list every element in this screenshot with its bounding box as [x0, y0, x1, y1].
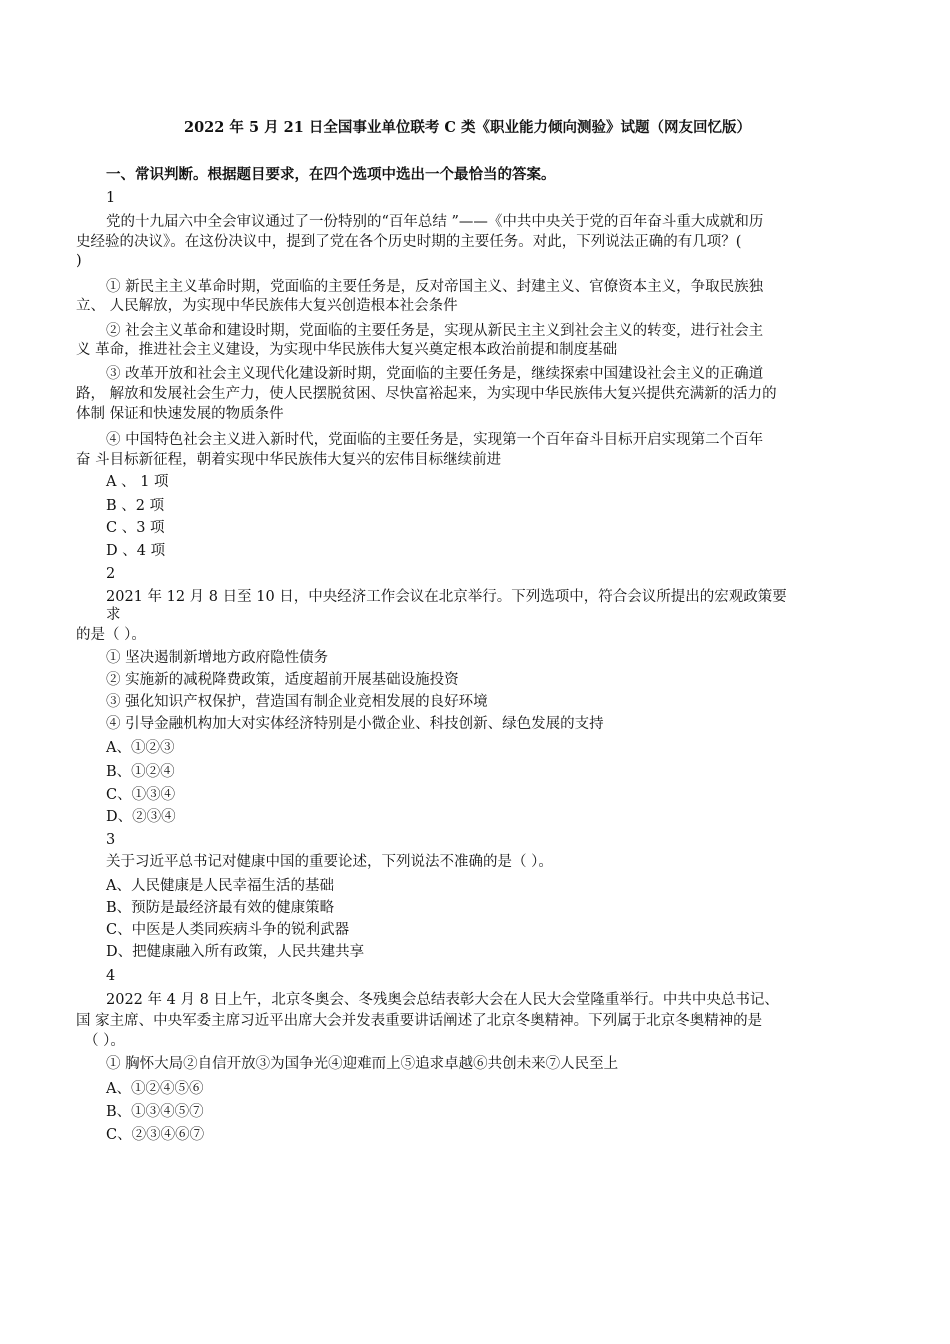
question-stem-line: （ ）。: [84, 1033, 125, 1049]
question-number: 4: [106, 968, 116, 984]
document-title: 2022 年 5 月 21 日全国事业单位联考 C 类《职业能力倾向测验》试题（网友回忆版）: [184, 119, 751, 136]
option: B、预防是最经济最有效的健康策略: [106, 900, 335, 916]
option: C、中医是人类同疾病斗争的锐利武器: [106, 922, 350, 938]
question-stem-line: 2021 年 12 月 8 日至 10 日，中央经济工作会议在北京举行。下列选项中，符合会议所提出的宏观政策要: [106, 589, 787, 605]
question-stem-line: 的是（ ）。: [76, 627, 146, 643]
statement-line: ④ 引导金融机构加大对实体经济特别是小微企业、科技创新、绿色发展的支持: [106, 716, 604, 732]
statement-line: 立、 人民解放，为实现中华民族伟大复兴创造根本社会条件: [76, 298, 458, 314]
question-stem-line: 关于习近平总书记对健康中国的重要论述，下列说法不准确的是（ ）。: [106, 854, 553, 870]
statement-line: 奋 斗目标新征程，朝着实现中华民族伟大复兴的宏伟目标继续前进: [76, 452, 502, 468]
question-stem-line: 2022 年 4 月 8 日上午，北京冬奥会、冬残奥会总结表彰大会在人民大会堂隆重举行。中共中央总书记、: [106, 992, 779, 1008]
statement-line: ① 新民主主义革命时期，党面临的主要任务是，反对帝国主义、封建主义、官僚资本主义，争取民族独: [106, 279, 764, 295]
statement-line: 义 革命，推进社会主义建设，为实现中华民族伟大复兴奠定根本政治前提和制度基础: [76, 342, 618, 358]
statement-line: 路， 解放和发展社会生产力，使人民摆脱贫困、尽快富裕起来，为实现中华民族伟大复兴提供充满新的活力的: [76, 386, 777, 402]
statement-line: ④ 中国特色社会主义进入新时代，党面临的主要任务是，实现第一个百年奋斗目标开启实现第二个百年: [106, 432, 764, 448]
statement-line: ① 胸怀大局②自信开放③为国争光④迎难而上⑤追求卓越⑥共创未来⑦人民至上: [106, 1056, 619, 1072]
option: A 、 1 项: [106, 474, 169, 490]
option: D 、4 项: [106, 543, 166, 559]
statement-line: ③ 改革开放和社会主义现代化建设新时期，党面临的主要任务是，继续探索中国建设社会主义的正确道: [106, 366, 764, 382]
option: A、①②③: [106, 740, 175, 756]
statement-line: ② 社会主义革命和建设时期，党面临的主要任务是，实现从新民主主义到社会主义的转变，进行社会主: [106, 323, 764, 339]
option: B、①③④⑤⑦: [106, 1104, 204, 1120]
question-number: 2: [106, 566, 116, 582]
option: B、①②④: [106, 764, 175, 780]
option: D、②③④: [106, 809, 176, 825]
question-number: 1: [106, 190, 116, 206]
question-stem-line: 国 家主席、中央军委主席习近平出席大会并发表重要讲话阐述了北京冬奥精神。下列属于北京冬奥精神的是: [76, 1013, 763, 1029]
option: C 、3 项: [106, 520, 165, 536]
section-heading: 一、常识判断。根据题目要求，在四个选项中选出一个最恰当的答案。: [106, 166, 556, 183]
question-stem-line: 求: [106, 607, 121, 623]
statement-line: ① 坚决遏制新增地方政府隐性债务: [106, 650, 329, 666]
question-stem-line: 史经验的决议》。在这份决议中，提到了党在各个历史时期的主要任务。对此，下列说法正确的有几项？(: [76, 234, 742, 250]
option: A、①②④⑤⑥: [106, 1081, 204, 1097]
question-stem-line: 党的十九届六中全会审议通过了一份特别的“百年总结 ”——《中共中央关于党的百年奋斗重大成就和历: [106, 214, 764, 230]
option: D、把健康融入所有政策，人民共建共享: [106, 944, 365, 960]
statement-line: 体制 保证和快速发展的物质条件: [76, 406, 284, 422]
option: C、①③④: [106, 787, 176, 803]
question-number: 3: [106, 832, 116, 848]
option: C、②③④⑥⑦: [106, 1127, 205, 1143]
statement-line: ② 实施新的减税降费政策，适度超前开展基础设施投资: [106, 672, 459, 688]
option: B 、2 项: [106, 498, 165, 514]
statement-line: ③ 强化知识产权保护，营造国有制企业竞相发展的良好环境: [106, 694, 488, 710]
option: A、人民健康是人民幸福生活的基础: [106, 878, 334, 894]
question-stem-line: ): [76, 253, 82, 269]
